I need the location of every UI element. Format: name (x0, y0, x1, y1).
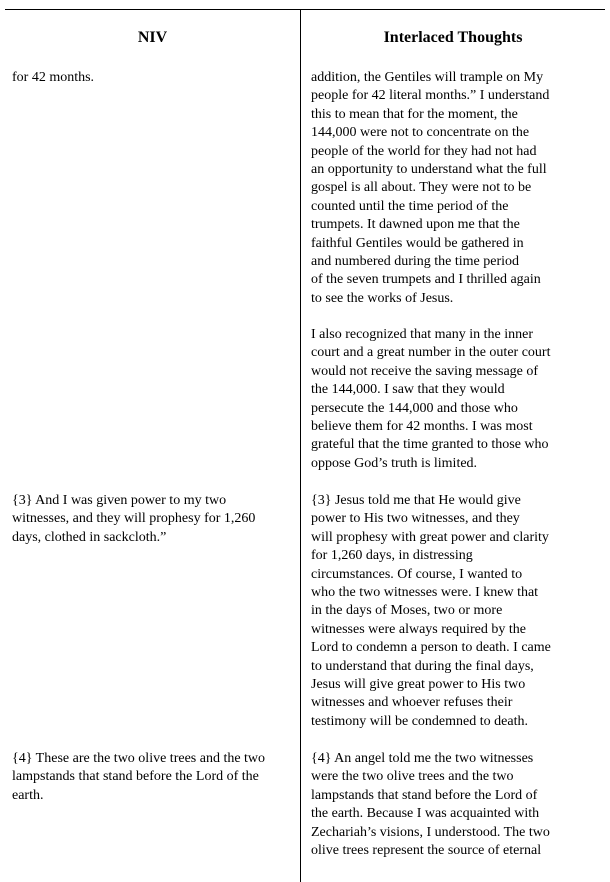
niv-column-header: NIV (137, 29, 168, 46)
table-top-border (5, 9, 605, 10)
niv-verse-text: {3} And I was given power to my two witnesses, and they will prophesy for 1,260 days, clothed in sackcloth.” (12, 493, 256, 545)
thought-paragraph: {3} Jesus told me that He would give power to His two witnesses, and they will prophesy with great power and clarity for 1,260 days, in distressing circumstances. Of course, I wanted to who the two witnesses were. I knew that in the days of Moses, two or more witnesses were always required by the Lord to condemn a person to death. I came to understand that during the final days, Jesus will give great power to His two witnesses and whoever refuses their testimony will be condemned to death. (311, 493, 551, 729)
thought-paragraph: I also recognized that many in the inner court and a great number in the outer court would not receive the saving message of the 144,000. I saw that they would persecute the 144,000 and those who believe them for 42 months. I was most grateful that the time granted to those who oppose God’s truth is limited. (311, 327, 551, 471)
thought-paragraph: {4} An angel told me the two witnesses were the two olive trees and the two lampstands that stand before the Lord of the earth. Because I was acquainted with Zechariah’s visions, I understood. The two olive trees represent the source of eternal (311, 751, 550, 859)
interlaced-thoughts-column-header: Interlaced Thoughts (383, 29, 523, 46)
thought-paragraph: addition, the Gentiles will trample on My people for 42 literal months.” I understand this to mean that for the moment, the 144,000 were not to concentrate on the people of the world for they had not had an opportunity to understand what the full gospel is all about. They were not to be counted until the time period of the trumpets. It dawned upon me that the faithful Gentiles would be gathered in and numbered during the time period of the seven trumpets and I thrilled again to see the works of Jesus. (311, 70, 550, 306)
niv-verse-text: {4} These are the two olive trees and the two lampstands that stand before the Lord of the earth. (12, 751, 266, 803)
niv-verse-text: for 42 months. (12, 70, 95, 85)
